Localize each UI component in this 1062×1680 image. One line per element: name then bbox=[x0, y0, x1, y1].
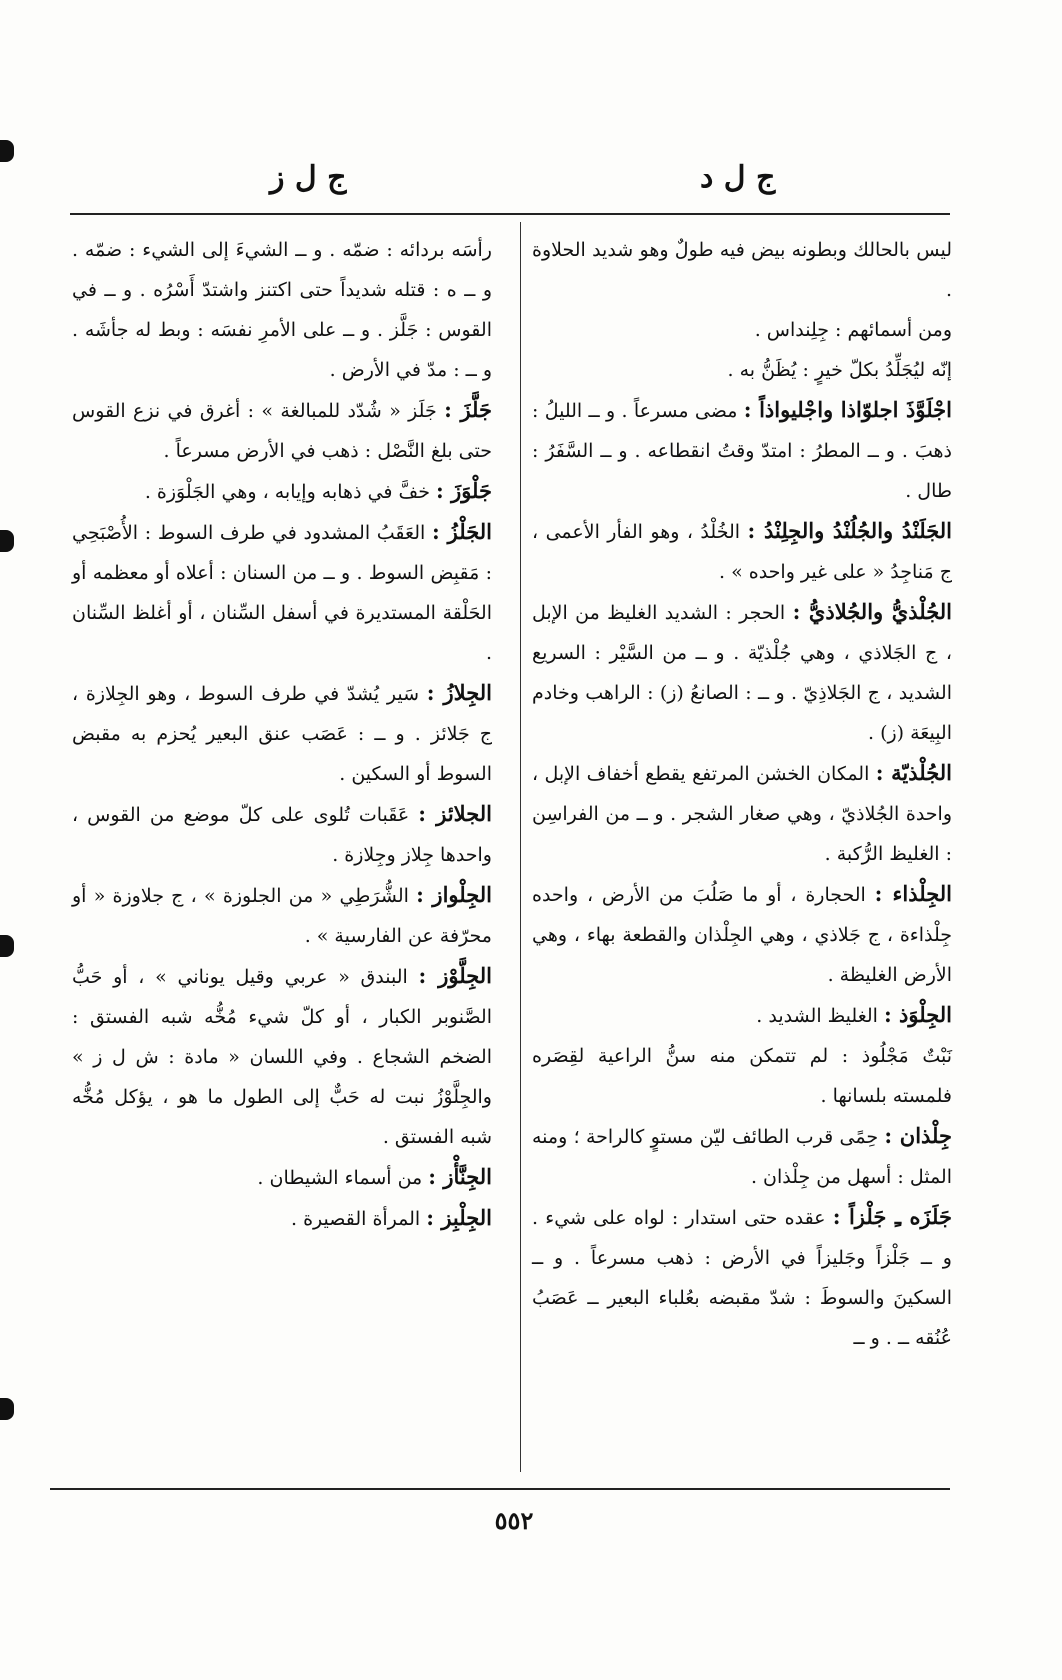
dictionary-entry bbox=[72, 512, 492, 673]
entry-headword: الجُلْذيُّ والجُلاذيُّ : bbox=[792, 599, 952, 624]
entry-definition: عقده حتى استدار : لواه على شيء . و ــ جَلْزاً وجَليزاً في الأرض : ذهب مسرعاً . و ــ السكينَ والسوطَ : شدّ مقبضه بعُلباء البعير ــ عَصَبُ عُنُقه ــ . و ــ bbox=[532, 1207, 952, 1349]
entry-headword: الجِلازُ : bbox=[426, 680, 492, 705]
entry-definition: مضى مسرعاً . و ــ الليلُ : ذهبَ . و ــ المطرُ : امتدّ وقتُ انقطاعه . و ــ السَّفَرُ : طال . bbox=[532, 400, 952, 502]
dictionary-entry bbox=[532, 753, 952, 874]
entry-headword: الجلائز : bbox=[418, 801, 492, 826]
entry-definition: من أسماء الشيطان . bbox=[257, 1167, 423, 1189]
dictionary-entry bbox=[72, 1198, 492, 1239]
entry-definition: رأسَه بردائه : ضمّه . و ــ الشيءَ إلى الشيء : ضمّه . و ــ ه : قتله شديداً حتى اكتنز واشتدّ أَسْرُه . و ــ في القوس : جَلَّز . و ــ على الأمرِ نفسَه : وبط له جأشَه . و ــ : مدّ في الأرض . bbox=[72, 239, 492, 381]
entry-headword: الجَلَنْدُ والجُلُنْدُ والجِلِنْدُ : bbox=[747, 518, 952, 543]
scan-edge-mark bbox=[0, 935, 14, 957]
entry-definition: البندق « عربي وقيل يوناني » ، أو حَبُّ الصَّنوبر الكبار ، أو كلّ شيء مُخُّه شبه الفستق : الضخم الشجاع . وفي اللسان « مادة : ش ل ز » والجِلَّوْزُ نبت له حَبٌّ إلى الطول ما هو ، يؤكل مُخُّه شبه الفستق . bbox=[72, 966, 492, 1148]
entry-headword: الجُلْذيّة : bbox=[875, 760, 952, 785]
dictionary-entry bbox=[532, 350, 952, 390]
entry-definition: جَلَز « شُدّد للمبالغة » : أغرق في نزع القوس حتى بلغ النَّصْل : ذهب في الأرض مسرعاً . bbox=[72, 400, 492, 462]
dictionary-entry bbox=[532, 995, 952, 1036]
dictionary-entry bbox=[532, 1197, 952, 1358]
scan-edge-mark bbox=[0, 1398, 14, 1420]
dictionary-entry bbox=[72, 956, 492, 1157]
entry-headword: الجَلْزُ : bbox=[431, 519, 492, 544]
entry-definition: العَقَبُ المشدود في طرف السوط : الأُصْبَحِي : مَقبِض السوط . و ــ من السنان : أعلاه أو معظمه أو الحَلْقة المستديرة في أسفل السِّنان ، أو أغلظ السِّنان . bbox=[72, 522, 492, 664]
entry-definition: المرأة القصيرة . bbox=[291, 1208, 421, 1230]
dictionary-entry bbox=[532, 1036, 952, 1116]
scan-edge-mark bbox=[0, 530, 14, 552]
dictionary-entry bbox=[532, 874, 952, 995]
header-rule bbox=[70, 213, 950, 215]
header-root-left: ج ل ز bbox=[270, 160, 347, 195]
entry-definition: الغليظ الشديد . bbox=[756, 1005, 878, 1027]
entry-headword: الجِلْوَذ : bbox=[883, 1002, 952, 1027]
column-divider bbox=[520, 222, 521, 1472]
right-column bbox=[532, 230, 952, 1358]
entry-headword: الجِلْبِز : bbox=[426, 1205, 492, 1230]
dictionary-entry bbox=[532, 1116, 952, 1197]
entry-definition: ومن أسمائهم : جِلِنداس . bbox=[754, 319, 952, 341]
entry-headword: جَلَزَه ـِ جَلْزاً : bbox=[832, 1204, 952, 1229]
dictionary-entry bbox=[532, 230, 952, 310]
entry-headword: جَلَّزَ : bbox=[444, 397, 492, 422]
entry-headword: اجْلَوَّذَ اجلوّاذا واجْليواذاً : bbox=[743, 397, 952, 422]
entry-definition: الحجارة ، أو ما صَلُبَ من الأرض ، واحده جِلْذاءة ، ج جَلاذي ، وهي الجِلْذان والقطعة بهاء ، وهي الأرض الغليظة . bbox=[532, 884, 952, 986]
scan-edge-mark bbox=[0, 140, 14, 162]
entry-definition: إنّه ليُجَلِّدُ بكلّ خيرٍ : يُظَنُّ به . bbox=[727, 359, 952, 381]
entry-definition: خفَّ في ذهابه وإيابه ، وهي الجَلْوَزة . bbox=[144, 481, 430, 503]
dictionary-entry bbox=[532, 592, 952, 753]
header-root-right: ج ل د bbox=[700, 160, 776, 195]
entry-definition: حِمًى قرب الطائف ليّن مستوٍ كالراحة ؛ ومنه المثل : أسهل من جِلْذان . bbox=[532, 1126, 952, 1188]
entry-definition: ليس بالحالك وبطونه بيض فيه طولٌ وهو شديد الحلاوة . bbox=[532, 239, 952, 301]
dictionary-entry bbox=[72, 875, 492, 956]
entry-definition: الخُلْدُ ، وهو الفأر الأعمى ، ج مَناجِدُ « على غير واحده » . bbox=[532, 521, 952, 583]
entry-definition: نَبْتٌ مَجْلُوذ : لم تتمكن منه سنُّ الراعية لقِصَره فلمسته بلسانها . bbox=[532, 1045, 952, 1107]
footer-rule bbox=[50, 1488, 950, 1490]
dictionary-entry bbox=[72, 390, 492, 471]
dictionary-entry bbox=[72, 1157, 492, 1198]
entry-definition: الشُّرَطِي « من الجلوزة » ، ج جلاوزة « أو محرّفة عن الفارسية » . bbox=[72, 885, 492, 947]
entry-definition: الحجر : الشديد الغليظ من الإبل ، ج الجَلاذي ، وهي جُلْذيّة . و ــ من السَّيْر : السريع الشديد ، ج الجَلاذِيّ . و ــ : الصانعُ (ز) : الراهب وخادم البِيعَة (ز) . bbox=[532, 602, 952, 744]
dictionary-entry bbox=[72, 794, 492, 875]
entry-headword: الجِلْواز : bbox=[416, 882, 492, 907]
entry-definition: المكان الخشن المرتفع يقطع أخفاف الإبل ، واحدة الجُلاذيّ ، وهي صغار الشجر . و ــ من الفراسِن : الغليظ الرُّكبة . bbox=[532, 763, 952, 865]
dictionary-entry bbox=[72, 673, 492, 794]
dictionary-entry bbox=[72, 230, 492, 390]
entry-headword: جِلْذان : bbox=[884, 1123, 952, 1148]
dictionary-entry bbox=[532, 310, 952, 350]
entry-definition: عَقَبات تُلوى على كلّ موضع من القوس ، واحدها جِلاز وجِلازة . bbox=[72, 804, 492, 866]
entry-headword: الجِلْذاء : bbox=[874, 881, 952, 906]
left-column bbox=[72, 230, 492, 1239]
dictionary-entry bbox=[532, 390, 952, 511]
entry-headword: الجِنَّأْز : bbox=[428, 1164, 492, 1189]
entry-headword: الجِلَّوْز : bbox=[418, 963, 492, 988]
dictionary-entry bbox=[72, 471, 492, 512]
dictionary-entry bbox=[532, 511, 952, 592]
entry-definition: سَير يُشدّ في طرف السوط ، وهو الجِلازة ، ج جَلائز . و ــ : عَصَب عنق البعير يُحزم به مقبض السوط أو السكين . bbox=[72, 683, 492, 785]
page-number: ٥٥٢ bbox=[494, 1506, 534, 1535]
entry-headword: جَلْوَزَ : bbox=[436, 478, 492, 503]
